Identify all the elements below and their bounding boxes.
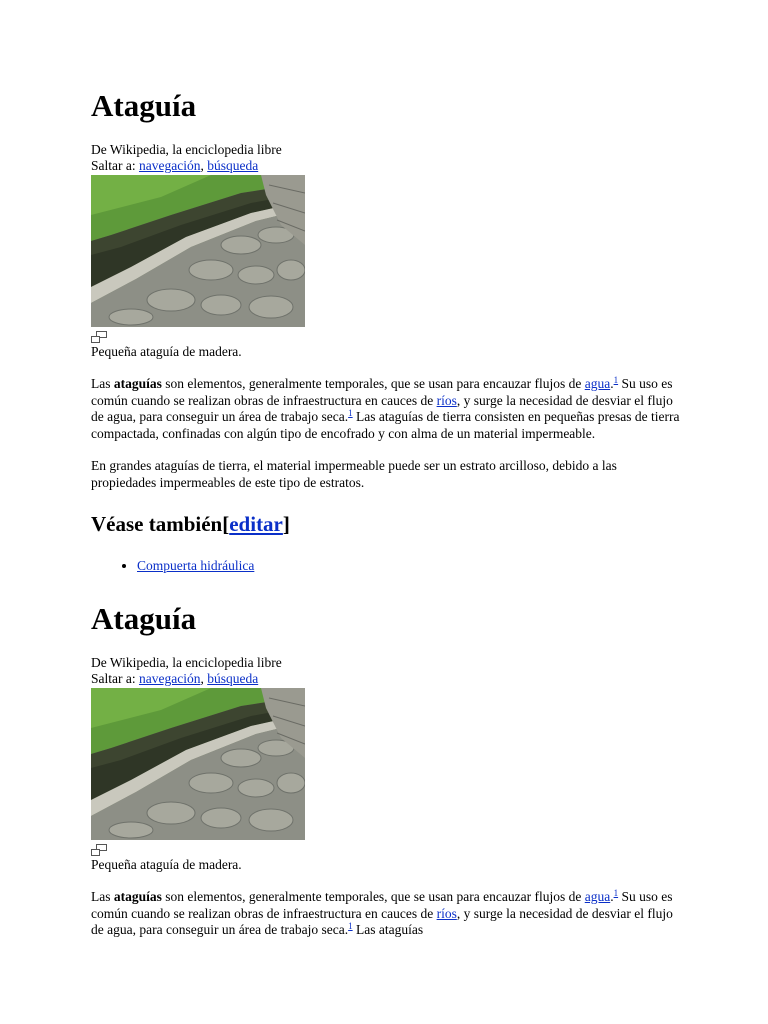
bold-term: ataguías: [113, 889, 162, 904]
site-tagline: De Wikipedia, la enciclopedia libre: [91, 142, 282, 157]
edit-bracket: [: [222, 512, 230, 536]
link-agua[interactable]: agua: [584, 376, 611, 391]
image-caption: Pequeña ataguía de madera.: [91, 344, 242, 359]
link-agua[interactable]: agua: [584, 889, 611, 904]
reference-link[interactable]: 1: [348, 921, 353, 931]
article-section: [91, 84, 691, 574]
jump-label: Saltar a:: [91, 158, 139, 173]
thumbnail-link[interactable]: [91, 688, 691, 840]
jump-label: Saltar a:: [91, 671, 139, 686]
text-run: Las: [91, 376, 114, 391]
link-compuerta-hidraulica[interactable]: Compuerta hidráulica: [137, 558, 255, 574]
text-run: .: [610, 889, 614, 904]
reference-link[interactable]: 1: [613, 888, 619, 898]
text-run: son elementos, generalmente temporales, que se usan para encauzar flujos de: [161, 889, 585, 904]
site-tagline: De Wikipedia, la enciclopedia libre: [91, 655, 282, 670]
text-run: , y surge la necesidad de desviar el flujo de agua, para conseguir un área de trabajo seca.: [91, 392, 673, 424]
text-run: Su uso es común cuando se realizan obras de infraestructura en cauces de: [91, 889, 673, 921]
list-item: [137, 558, 691, 574]
intro-paragraph: [91, 889, 681, 939]
thumbnail-link[interactable]: [91, 175, 691, 327]
article-meta: [91, 142, 691, 174]
jump-links: [91, 671, 691, 687]
jump-navigation-link[interactable]: navegación: [138, 158, 201, 173]
jump-navigation-link[interactable]: navegación: [138, 671, 201, 686]
jump-search-link[interactable]: búsqueda: [207, 671, 259, 686]
text-run: Las ataguías: [352, 922, 424, 937]
reference-link[interactable]: 1: [613, 375, 619, 385]
text-run: .: [610, 376, 614, 391]
magnify-clip-icon[interactable]: [91, 331, 107, 343]
text-run: Las ataguías de tierra consisten en pequeñas presas de tierra compactada, confinadas con algún tipo de encofrado y con alma de un material impermeable.: [91, 409, 680, 441]
reference-link[interactable]: 1: [348, 408, 353, 418]
image-caption: Pequeña ataguía de madera.: [91, 857, 242, 872]
page-title: Ataguía: [91, 601, 197, 636]
page-title: Ataguía: [91, 88, 197, 123]
article-section: [91, 597, 691, 952]
edit-section-link[interactable]: editar: [229, 512, 283, 536]
text-run: son elementos, generalmente temporales, que se usan para encauzar flujos de: [161, 376, 585, 391]
dam-photo: [91, 688, 305, 840]
text-run: , y surge la necesidad de desviar el flujo de agua, para conseguir un área de trabajo seca.: [91, 905, 673, 937]
edit-bracket: ]: [282, 512, 290, 536]
jump-separator: ,: [200, 671, 208, 686]
heading-text: Véase también: [91, 512, 223, 536]
see-also-list: [91, 558, 691, 574]
text-run: Las: [91, 889, 114, 904]
dam-photo: [91, 175, 305, 327]
text-run: Su uso es común cuando se realizan obras de infraestructura en cauces de: [91, 376, 673, 408]
jump-links: [91, 158, 691, 174]
second-paragraph: En grandes ataguías de tierra, el material impermeable puede ser un estrato arcilloso, debido a las propiedades impermeables de este tipo de estratos.: [91, 458, 617, 490]
intro-paragraph: [91, 376, 681, 442]
magnify-clip-icon[interactable]: [91, 844, 107, 856]
bold-term: ataguías: [113, 376, 162, 391]
jump-search-link[interactable]: búsqueda: [207, 158, 259, 173]
jump-separator: ,: [200, 158, 208, 173]
link-rios[interactable]: ríos: [436, 905, 457, 921]
article-meta: [91, 655, 691, 687]
link-rios[interactable]: ríos: [436, 392, 457, 408]
see-also-heading: [91, 507, 691, 541]
